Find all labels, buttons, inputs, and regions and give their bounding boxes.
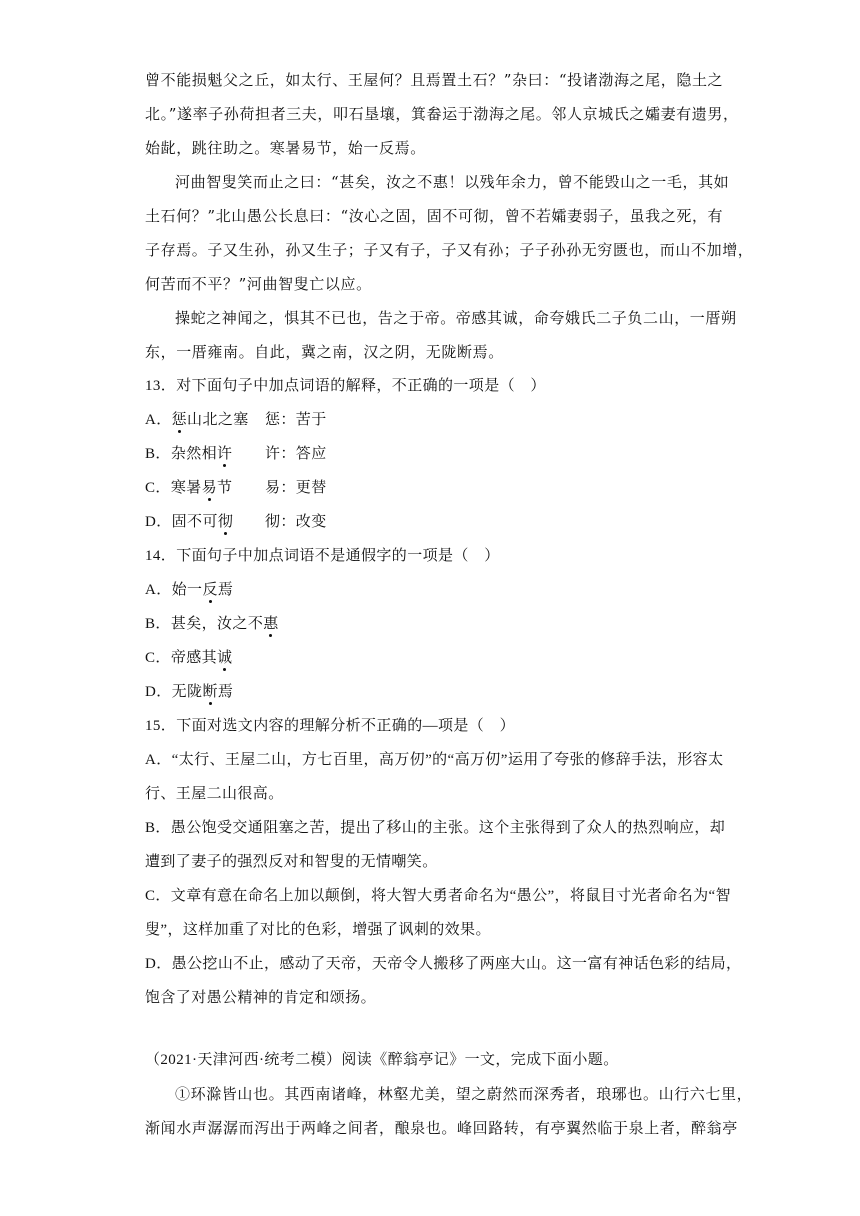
q15-option-c[interactable]: C．文章有意在命名上加以颠倒，将大智大勇者命名为“愚公”，将鼠目寸光者命名为“智 — [145, 888, 731, 904]
option-letter: A． — [145, 412, 172, 428]
passage-line: 东，一厝雍南。自此，冀之南，汉之阴，无陇断焉。 — [145, 343, 504, 361]
passage-line: 北。”遂率子孙荷担者三夫，叩石垦壤，箕畚运于渤海之尾。邻人京城氏之孀妻有遗男， — [145, 105, 739, 123]
option-gloss: 惩：苦于 — [265, 412, 327, 428]
question-15-stem: 15．下面对选文内容的理解分析不正确的—项是（ ） — [145, 718, 516, 734]
q14-option-c[interactable]: C．帝感其诚 — [145, 650, 233, 666]
option-letter: B． — [145, 616, 171, 632]
dotted-word: 许 — [217, 446, 233, 462]
dotted-word: 诚 — [217, 650, 233, 666]
q14-option-b[interactable]: B．甚矣，汝之不惠 — [145, 616, 279, 632]
passage-line: 曾不能损魁父之丘，如太行、王屋何？且焉置土石？”杂曰：“投诸渤海之尾，隐土之 — [145, 71, 724, 89]
option-gloss: 许：答应 — [265, 446, 327, 462]
option-letter: C． — [145, 650, 171, 666]
q14-option-a[interactable]: A．始一反焉 — [145, 582, 234, 598]
passage-line: 始龀，跳往助之。寒暑易节，始一反焉。 — [145, 139, 426, 157]
dotted-word: 惠 — [263, 616, 279, 632]
dotted-word: 断 — [202, 684, 218, 700]
q15-option-a[interactable]: A．“太行、王屋二山，方七百里，高万仞”的“高万仞”运用了夸张的修辞手法，形容太 — [145, 752, 724, 768]
option-letter: A． — [145, 582, 172, 598]
passage-line: 何苦而不平？”河曲智叟亡以应。 — [145, 275, 372, 293]
q13-option-b[interactable]: B．杂然相许 许：答应 — [145, 446, 327, 462]
q15-option-a-cont: 行、王屋二山很高。 — [145, 786, 284, 802]
passage-line: 子存焉。子又生孙，孙又生子；子又有子，子又有孙；子子孙孙无穷匮也，而山不加增， — [145, 241, 754, 259]
dotted-word: 易 — [201, 480, 218, 496]
passage-line: 渐闻水声潺潺而泻出于两峰之间者，酿泉也。峰回路转，有亭翼然临于泉上者，醉翁亭 — [145, 1119, 738, 1137]
q15-option-c-cont: 叟”，这样加重了对比的色彩，增强了讽刺的效果。 — [145, 922, 491, 938]
question-14-stem: 14．下面句子中加点词语不是通假字的一项是（ ） — [145, 548, 500, 564]
q13-option-a[interactable]: A．惩山北之塞 惩：苦于 — [145, 412, 327, 428]
option-gloss: 彻：改变 — [265, 514, 327, 530]
dotted-word: 反 — [202, 582, 218, 598]
passage2-intro: （2021·天津河西·统考二模）阅读《醉翁亭记》一文，完成下面小题。 — [145, 1052, 619, 1068]
passage-line: ①环滁皆山也。其西南诸峰，林壑尤美，望之蔚然而深秀者，琅琊也。山行六七里， — [175, 1085, 753, 1103]
q14-option-d[interactable]: D．无陇断焉 — [145, 684, 234, 700]
dotted-word: 彻 — [217, 514, 234, 530]
passage-line: 土石何？”北山愚公长息曰：“汝心之固，固不可彻，曾不若孀妻弱子，虽我之死，有 — [145, 207, 724, 225]
q13-option-c[interactable]: C．寒暑易节 易：更替 — [145, 480, 327, 496]
dotted-word: 惩 — [171, 412, 188, 428]
option-letter: D． — [145, 684, 172, 700]
option-gloss: 易：更替 — [265, 480, 327, 496]
q15-option-d-cont: 饱含了对愚公精神的肯定和颂扬。 — [145, 990, 377, 1006]
q15-option-d[interactable]: D．愚公挖山不止，感动了天帝，天帝令人搬移了两座大山。这一富有神话色彩的结局， — [145, 956, 742, 972]
passage-line: 操蛇之神闻之，惧其不已也，告之于帝。帝感其诚，命夸娥氏二子负二山，一厝朔 — [175, 309, 737, 327]
q15-option-b[interactable]: B．愚公饱受交通阻塞之苦，提出了移山的主张。这个主张得到了众人的热烈响应，却 — [145, 820, 726, 836]
q15-option-b-cont: 遭到了妻子的强烈反对和智叟的无情嘲笑。 — [145, 854, 438, 870]
option-letter: C． — [145, 480, 171, 496]
passage-line: 河曲智叟笑而止之曰：“甚矣，汝之不惠！以残年余力，曾不能毁山之一毛，其如 — [175, 173, 730, 191]
option-letter: B． — [145, 446, 171, 462]
option-letter: D． — [145, 514, 172, 530]
question-13-stem: 13．对下面句子中加点词语的解释，不正确的一项是（ ） — [145, 378, 546, 394]
q13-option-d[interactable]: D．固不可彻 彻：改变 — [145, 514, 327, 530]
